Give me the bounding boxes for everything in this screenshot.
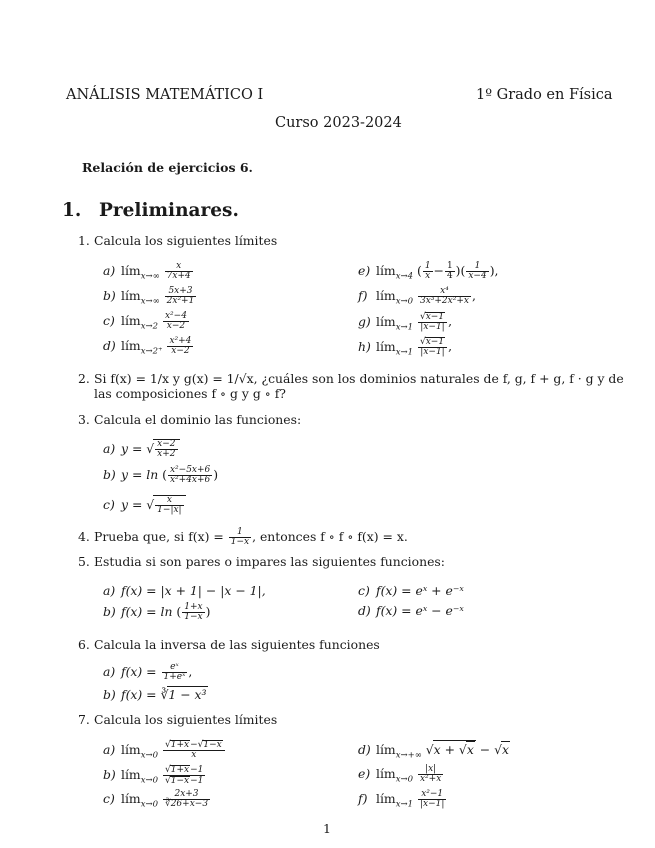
item-label: c): [103, 497, 115, 512]
lim-sub: x→∞: [140, 296, 160, 307]
lim-sub: x→1: [395, 799, 414, 810]
expression: f(x) = eˣ + e⁻ˣ: [376, 583, 464, 598]
denominator: |x−1|: [418, 347, 447, 357]
tail: ,: [188, 664, 193, 679]
fraction: $\frac{√1+x-√1-x}{x}$: [163, 740, 225, 760]
item-label: d): [358, 603, 371, 618]
exercise-2: [78, 371, 624, 386]
lim-op: lím: [121, 791, 141, 806]
denominator: 1+eˣ: [163, 672, 186, 682]
exercise-1: [78, 233, 277, 248]
section-title: Preliminares.: [99, 200, 239, 221]
ex3-item-a: a) y = √ $\frac{x-2}{x+2}$: [103, 439, 180, 459]
denominator: |x−1|: [419, 799, 445, 809]
lim-sub: x→0: [395, 296, 414, 307]
numerator: 1: [237, 527, 243, 537]
ex7-item-f: [358, 790, 447, 809]
exercise-number: 1.: [78, 233, 90, 248]
denominator: |x−1|: [418, 322, 447, 332]
expression: f(x) = ln: [121, 604, 173, 619]
lim-sub: x→2: [140, 321, 159, 332]
tail: ,: [448, 338, 453, 354]
lim-op: lím: [376, 766, 396, 781]
item-label: a): [103, 441, 116, 456]
radicand: 1 − x³: [168, 687, 207, 702]
expression: f(x) = ∛: [121, 687, 169, 702]
course-year: Curso 2023-2024: [275, 115, 402, 131]
lim-op: lím: [121, 741, 141, 757]
item-label: b): [103, 687, 116, 702]
denominator: ∛26+x−3: [164, 799, 209, 809]
ex5-item-c: [358, 583, 464, 598]
exercise-text: Calcula la inversa de las siguientes funciones: [94, 637, 380, 652]
denominator: x+2: [157, 449, 176, 459]
lim-op: lím: [121, 288, 141, 303]
item-label: a): [103, 263, 116, 278]
ex1-item-d: [103, 337, 194, 356]
lim-op: lím: [376, 263, 396, 278]
ex5-item-a: [103, 583, 266, 598]
item-label: c): [103, 313, 115, 328]
formula-e: ( $\frac{1}{x}$ − $\frac{1}{4}$ )( $\frac{1}{x-4}$ ): [416, 261, 495, 281]
lhs: y =: [121, 497, 143, 512]
exercise-text: Si f(x) = 1/x y g(x) = 1/√x, ¿cuáles son los dominios naturales de f, g, f + g, f · g y de: [94, 371, 624, 386]
denominator: 2x²+1: [166, 296, 195, 306]
item-label: e): [358, 263, 371, 278]
fraction: [163, 790, 210, 809]
lim-op: lím: [121, 313, 141, 328]
page-number: 1: [323, 821, 331, 836]
exercise-text: Calcula los siguientes límites: [94, 712, 278, 727]
ex5-item-d: [358, 603, 464, 618]
denominator: x: [163, 750, 225, 760]
denominator: x−2: [163, 321, 189, 331]
item-label: d): [358, 742, 371, 757]
fraction: $\frac{√x-1}{|x-1|}$: [418, 337, 447, 357]
exercise-3: [78, 412, 301, 427]
lim-sub: x→2⁺: [140, 346, 163, 357]
ex1-item-b: [103, 287, 197, 306]
expression: f(x) =: [121, 664, 157, 679]
item-label: f): [358, 288, 368, 303]
lim-op: lím: [376, 742, 396, 757]
exercise-6: [78, 637, 380, 652]
lim-sub: x→0: [140, 775, 159, 786]
exercise-7: [78, 712, 277, 727]
lim-sub: x→1: [395, 346, 414, 357]
denominator: 1−|x|: [157, 505, 182, 515]
lim-op: lím: [376, 791, 396, 806]
item-label: b): [103, 288, 116, 303]
item-label: f): [358, 791, 368, 806]
numerator: 1+x: [184, 602, 203, 612]
numerator: x: [166, 495, 172, 505]
exercise-5: [78, 554, 445, 569]
fraction: [418, 765, 443, 784]
exercise-number: 7.: [78, 712, 90, 727]
denominator: x−2: [167, 346, 193, 356]
numerator: x²−4: [164, 311, 187, 321]
ex5-item-b: b) f(x) = ln ( $\frac{1+x}{1-x}$ ): [103, 602, 211, 622]
item-label: e): [358, 766, 371, 781]
exercise-text: Calcula el dominio las funciones:: [94, 412, 302, 427]
item-label: c): [358, 583, 370, 598]
lhs: y =: [121, 441, 143, 456]
ex7-item-d: [358, 740, 510, 760]
lim-sub: x→1: [395, 321, 414, 332]
ex1-item-h: [358, 337, 452, 357]
ex3-item-b: b) y = ln ( $\frac{\text{x²−5x+6}}{\text{x²+4x+6}}$ ): [103, 465, 219, 485]
item-label: b): [103, 467, 116, 482]
item-label: a): [103, 741, 116, 757]
item-label: a): [103, 583, 116, 598]
denominator: x²+x: [419, 774, 442, 784]
denominator: 1−x: [230, 537, 250, 547]
numerator: x²−5x+6: [169, 465, 211, 475]
exercise-text-tail: , entonces f ∘ f ∘ f(x) = x.: [252, 529, 408, 544]
lim-op: lím: [121, 338, 141, 353]
exercise-number: 6.: [78, 637, 90, 652]
exercise-number: 3.: [78, 412, 90, 427]
denominator: x²+4x+6: [169, 475, 211, 485]
ex7-item-a: [103, 740, 226, 760]
lim-op: lím: [376, 313, 396, 329]
lim-sub: x→∞: [140, 271, 160, 282]
fraction: $\frac{√x-1}{|x-1|}$: [418, 312, 447, 332]
numerator: x−1: [425, 337, 445, 347]
ex7-item-b: [103, 765, 206, 786]
numerator: 5x+3: [168, 286, 193, 296]
denominator: 7x+4: [166, 271, 191, 281]
section-heading: [62, 200, 239, 221]
exercise-number: 5.: [78, 554, 90, 569]
numerator: x²+4: [169, 336, 192, 346]
exercise-4: [78, 528, 408, 547]
ex7-item-e: [358, 765, 444, 784]
fraction: [163, 312, 189, 331]
lim-sub: x→0: [140, 749, 159, 760]
fraction: [165, 287, 197, 306]
exercise-text: Calcula los siguientes límites: [94, 233, 278, 248]
lim-sub: x→0: [395, 774, 414, 785]
exercise-text: Estudia si son pares o impares las siguientes funciones:: [94, 554, 445, 569]
numerator: x⁴: [440, 286, 449, 296]
fraction: [418, 790, 446, 809]
item-label: a): [103, 664, 116, 679]
expression: f(x) = eˣ − e⁻ˣ: [376, 603, 464, 618]
item-label: g): [358, 313, 371, 329]
ex3-item-c: c) y = √ $\frac{x}{1-|x|}$: [103, 495, 186, 515]
tail: ,: [471, 288, 476, 303]
tail: ,: [494, 263, 499, 278]
numerator: x: [176, 261, 182, 271]
exercise-number: 4.: [78, 529, 90, 544]
numerator: x−1: [425, 312, 445, 322]
numerator: x²−1: [421, 789, 444, 799]
lim-op: lím: [376, 288, 396, 303]
fraction: $\frac{√1+x-1}{√1-x-1}$: [164, 765, 204, 786]
lim-sub: x→4: [395, 271, 414, 282]
ex6-item-a: [103, 663, 192, 682]
ex1-item-c: [103, 312, 190, 331]
lhs: y = ln: [121, 467, 159, 482]
numerator: 2x+3: [174, 789, 199, 799]
item-label: b): [103, 604, 116, 619]
tail: ,: [448, 313, 453, 329]
ex1-item-e: [358, 262, 498, 281]
denominator: 3x³+2x²+x: [419, 296, 469, 306]
ex1-item-a: [103, 262, 194, 281]
fraction: [165, 262, 193, 281]
item-label: c): [103, 791, 115, 806]
lim-op: lím: [376, 338, 396, 354]
fraction: [418, 287, 471, 306]
course-title: ANÁLISIS MATEMÁTICO I: [66, 87, 264, 103]
item-label: h): [358, 338, 371, 354]
lim-op: lím: [121, 767, 141, 782]
exercise-2-line2: las composiciones f ∘ g y g ∘ f?: [94, 386, 286, 401]
relation-title: Relación de ejercicios 6.: [82, 160, 253, 175]
formula-d: √x + √x − √x: [425, 742, 509, 757]
item-label: d): [103, 338, 116, 353]
fraction: [167, 337, 193, 356]
exercise-text: Prueba que, si f(x) =: [94, 529, 224, 544]
item-label: b): [103, 767, 116, 782]
numerator: |x|: [425, 764, 437, 774]
exercise-number: 2.: [78, 371, 90, 386]
degree-label: 1º Grado en Física: [476, 87, 613, 103]
numerator: x−2: [157, 439, 176, 449]
section-number: 1.: [62, 200, 82, 221]
lim-op: lím: [121, 263, 141, 278]
denominator: 1−x: [184, 612, 203, 622]
expression: f(x) = |x + 1| − |x − 1|,: [121, 583, 266, 598]
ex6-item-b: [103, 686, 208, 702]
ex7-item-c: [103, 790, 211, 809]
lim-sub: x→0: [140, 799, 159, 810]
numerator: eˣ: [170, 662, 179, 672]
ex1-item-g: [358, 312, 452, 332]
lim-sub: x→+∞: [395, 750, 422, 761]
ex1-item-f: [358, 287, 476, 306]
